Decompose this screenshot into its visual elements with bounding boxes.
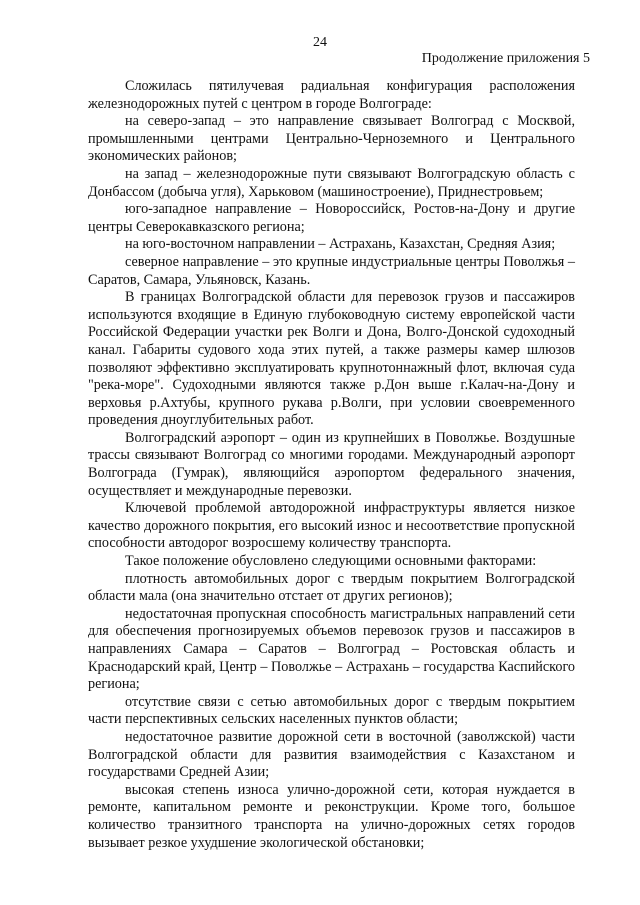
page-number: 24 [313, 35, 327, 50]
paragraph-waterways: В границах Волгоградской области для перевозок грузов и пассажиров используются входящие в Единую глубоководную систему европейской части Российской Федерации участки рек Волги и Дона, Волго-Донской судоходный канал. Габариты судового хода этих путей, а также размеры камер шлюзов позволяют эффективно эксплуатировать крупнотоннажный флот, включая суда "река-море". Судоходными являются также р.Дон выше г.Калач-на-Дону и верховья р.Ахтубы, крупного рукава р.Волги, при условии своевременного проведения дноуглубительных работ. [88, 289, 575, 429]
paragraph-northwest: на северо-запад – это направление связывает Волгоград с Москвой, промышленными центрами Центрально-Черноземного и Центрального экономических районов; [88, 113, 575, 165]
paragraph-road-problem: Ключевой проблемой автодорожной инфраструктуры является низкое качество дорожного покрытия, его высокий износ и несоответствие пропускной способности автодорог возросшему количеству транспорта. [88, 500, 575, 552]
appendix-continuation-note: Продолжение приложения 5 [421, 51, 590, 66]
paragraph-eastern-network: недостаточное развитие дорожной сети в восточной (заволжской) части Волгоградской области для развития взаимодействия с Казахстаном и государствами Средней Азии; [88, 728, 575, 781]
paragraph-west: на запад – железнодорожные пути связывают Волгоградскую область с Донбассом (добыча угля), Харьковом (машиностроение), Приднестровьем; [88, 165, 575, 200]
paragraph-factors-intro: Такое положение обусловлено следующими основными факторами: [125, 553, 537, 570]
paragraph-road-density: плотность автомобильных дорог с твердым покрытием Волгоградской области мала (она значительно отстает от других регионов); [88, 570, 575, 605]
paragraph-southeast: на юго-восточном направлении – Астрахань, Казахстан, Средняя Азия; [125, 236, 556, 253]
paragraph-rural-connection: отсутствие связи с сетью автомобильных дорог с твердым покрытием части перспективных сельских населенных пунктов области; [88, 693, 575, 728]
paragraph-north: северное направление – это крупные индустриальные центры Поволжья – Саратов, Самара, Ульяновск, Казань. [88, 253, 575, 288]
paragraph-capacity: недостаточная пропускная способность магистральных направлений сети для обеспечения прогнозируемых объемов перевозок грузов и пассажиров в направлениях Самара – Саратов – Волгоград – Ростовская область и Краснодарский край, Центр – Поволжье – Астрахань – государства Каспийского региона; [88, 605, 575, 693]
paragraph-intro: Сложилась пятилучевая радиальная конфигурация расположения железнодорожных путей с центром в городе Волгограде: [88, 78, 575, 112]
body-text [88, 78, 575, 852]
paragraph-airport: Волгоградский аэропорт – один из крупнейших в Поволжье. Воздушные трассы связывают Волгоград со многими городами. Международный аэропорт Волгограда (Гумрак), являющийся аэропортом федерального значения, осуществляет и международные перевозки. [88, 429, 575, 499]
paragraph-wear: высокая степень износа улично-дорожной сети, которая нуждается в ремонте, капитальном ремонте и реконструкции. Кроме того, большое количество транзитного транспорта на улично-дорожных сетях городов вызывает резкое ухудшение экологической обстановки; [88, 781, 575, 851]
paragraph-southwest: юго-западное направление – Новороссийск, Ростов-на-Дону и другие центры Северокавказского региона; [88, 201, 575, 235]
